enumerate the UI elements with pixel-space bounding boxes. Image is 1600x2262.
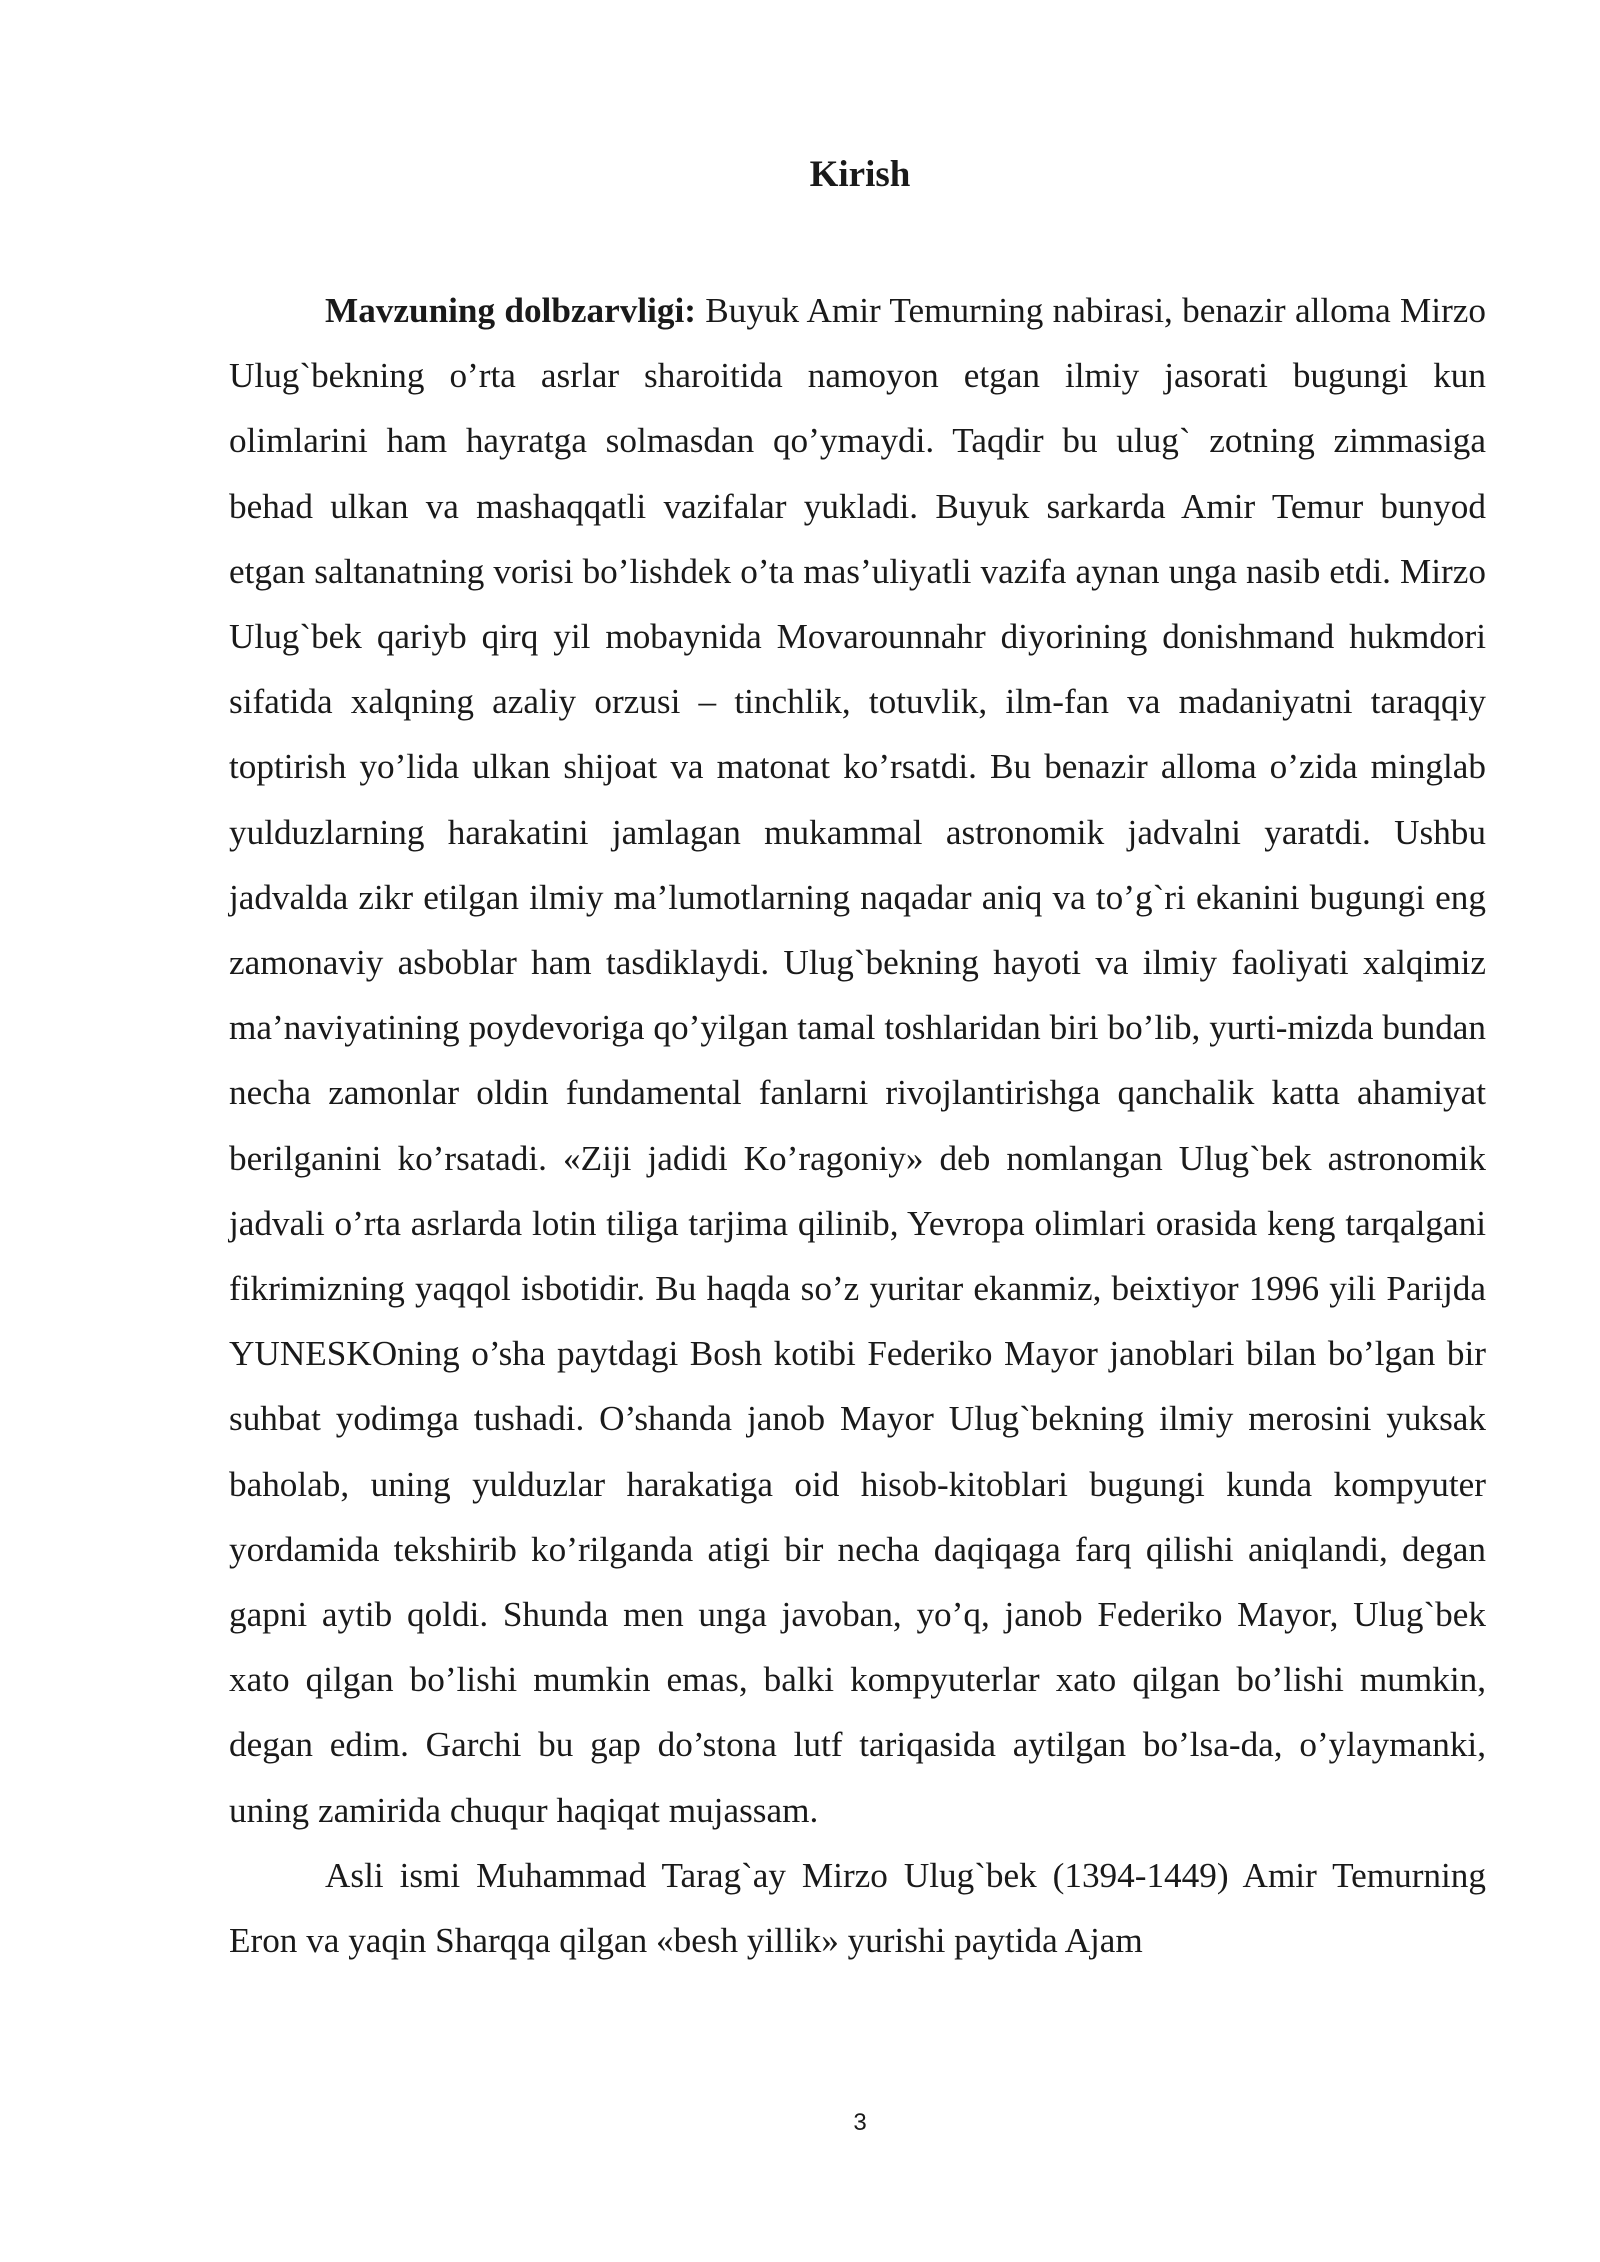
page-number: 3 [853, 2109, 867, 2136]
paragraph-biography [229, 1843, 1486, 1973]
paragraph-text: Buyuk Amir Temurning nabirasi, benazir alloma Mirzo Ulug`bekning o’rta asrlar sharoitida namoyon etgan ilmiy jasorati bugungi kun olimlarini ham hayratga solmasdan qo’ymaydi. Taqdir bu ulug` zotning zimmasiga behad ulkan va mashaqqatli vazifalar yukladi. Buyuk sarkarda Amir Temur bunyod etgan saltanatning vorisi bo’lishdek o’ta mas’uliyatli vazifa aynan unga nasib etdi. Mirzo Ulug`bek qariyb qirq yil mobaynida Movarounnahr diyorining donishmand hukmdori sifatida xalqning azaliy orzusi – tinchlik, totuvlik, ilm-fan va madaniyatni taraqqiy toptirish yo’lida ulkan shijoat va matonat ko’rsatdi. Bu benazir alloma o’zida minglab yulduzlarning harakatini jamlagan mukammal astronomik jadvalni yaratdi. Ushbu jadvalda zikr etilgan ilmiy ma’lumotlarning naqadar aniq va to’g`ri ekanini bugungi eng zamonaviy asboblar ham tasdiklaydi. Ulug`bekning hayoti va ilmiy faoliyati xalqimiz ma’naviyatining poydevoriga qo’yilgan tamal toshlaridan biri bo’lib, yurti-mizda bundan necha zamonlar oldin fundamental fanlarni rivojlantirishga qanchalik katta ahamiyat berilganini ko’rsatadi. «Ziji jadidi Ko’ragoniy» deb nomlangan Ulug`bek astronomik jadvali o’rta asrlarda lotin tiliga tarjima qilinib, Yevropa olimlari orasida keng tarqalgani fikrimizning yaqqol isbotidir. Bu haqda so’z yuritar ekanmiz, beixtiyor 1996 yili Parijda YUNESKOning o’sha paytdagi Bosh kotibi Federiko Mayor janoblari bilan bo’lgan bir suhbat yodimga tushadi. O’shanda janob Mayor Ulug`bekning ilmiy merosini yuksak baholab, uning yulduzlar harakatiga oid hisob-kitoblari bugungi kunda kompyuter yordamida tekshirib ko’rilganda atigi bir necha daqiqaga farq qilishi aniqlandi, degan gapni aytib qoldi. Shunda men unga javoban, yo’q, janob Federiko Mayor, Ulug`bek xato qilgan bo’lishi mumkin emas, balki kompyuterlar xato qilgan bo’lishi mumkin, degan edim. Garchi bu gap do’stona lutf tariqasida aytilgan bo’lsa-da, o’ylaymanki, uning zamirida chuqur haqiqat mujassam. [229, 291, 1487, 1830]
paragraph-relevance [229, 278, 1486, 1843]
body-text [229, 278, 1486, 1973]
page-title: Kirish [809, 154, 911, 195]
paragraph-text: Asli ismi Muhammad Tarag`ay Mirzo Ulug`bek (1394-1449) Amir Temurning Eron va yaqin Sharqqa qilgan «besh yillik» yurishi paytida Ajam [229, 1855, 1486, 1961]
section-lead-label: Mavzuning dolbzarvligi: [325, 291, 696, 330]
